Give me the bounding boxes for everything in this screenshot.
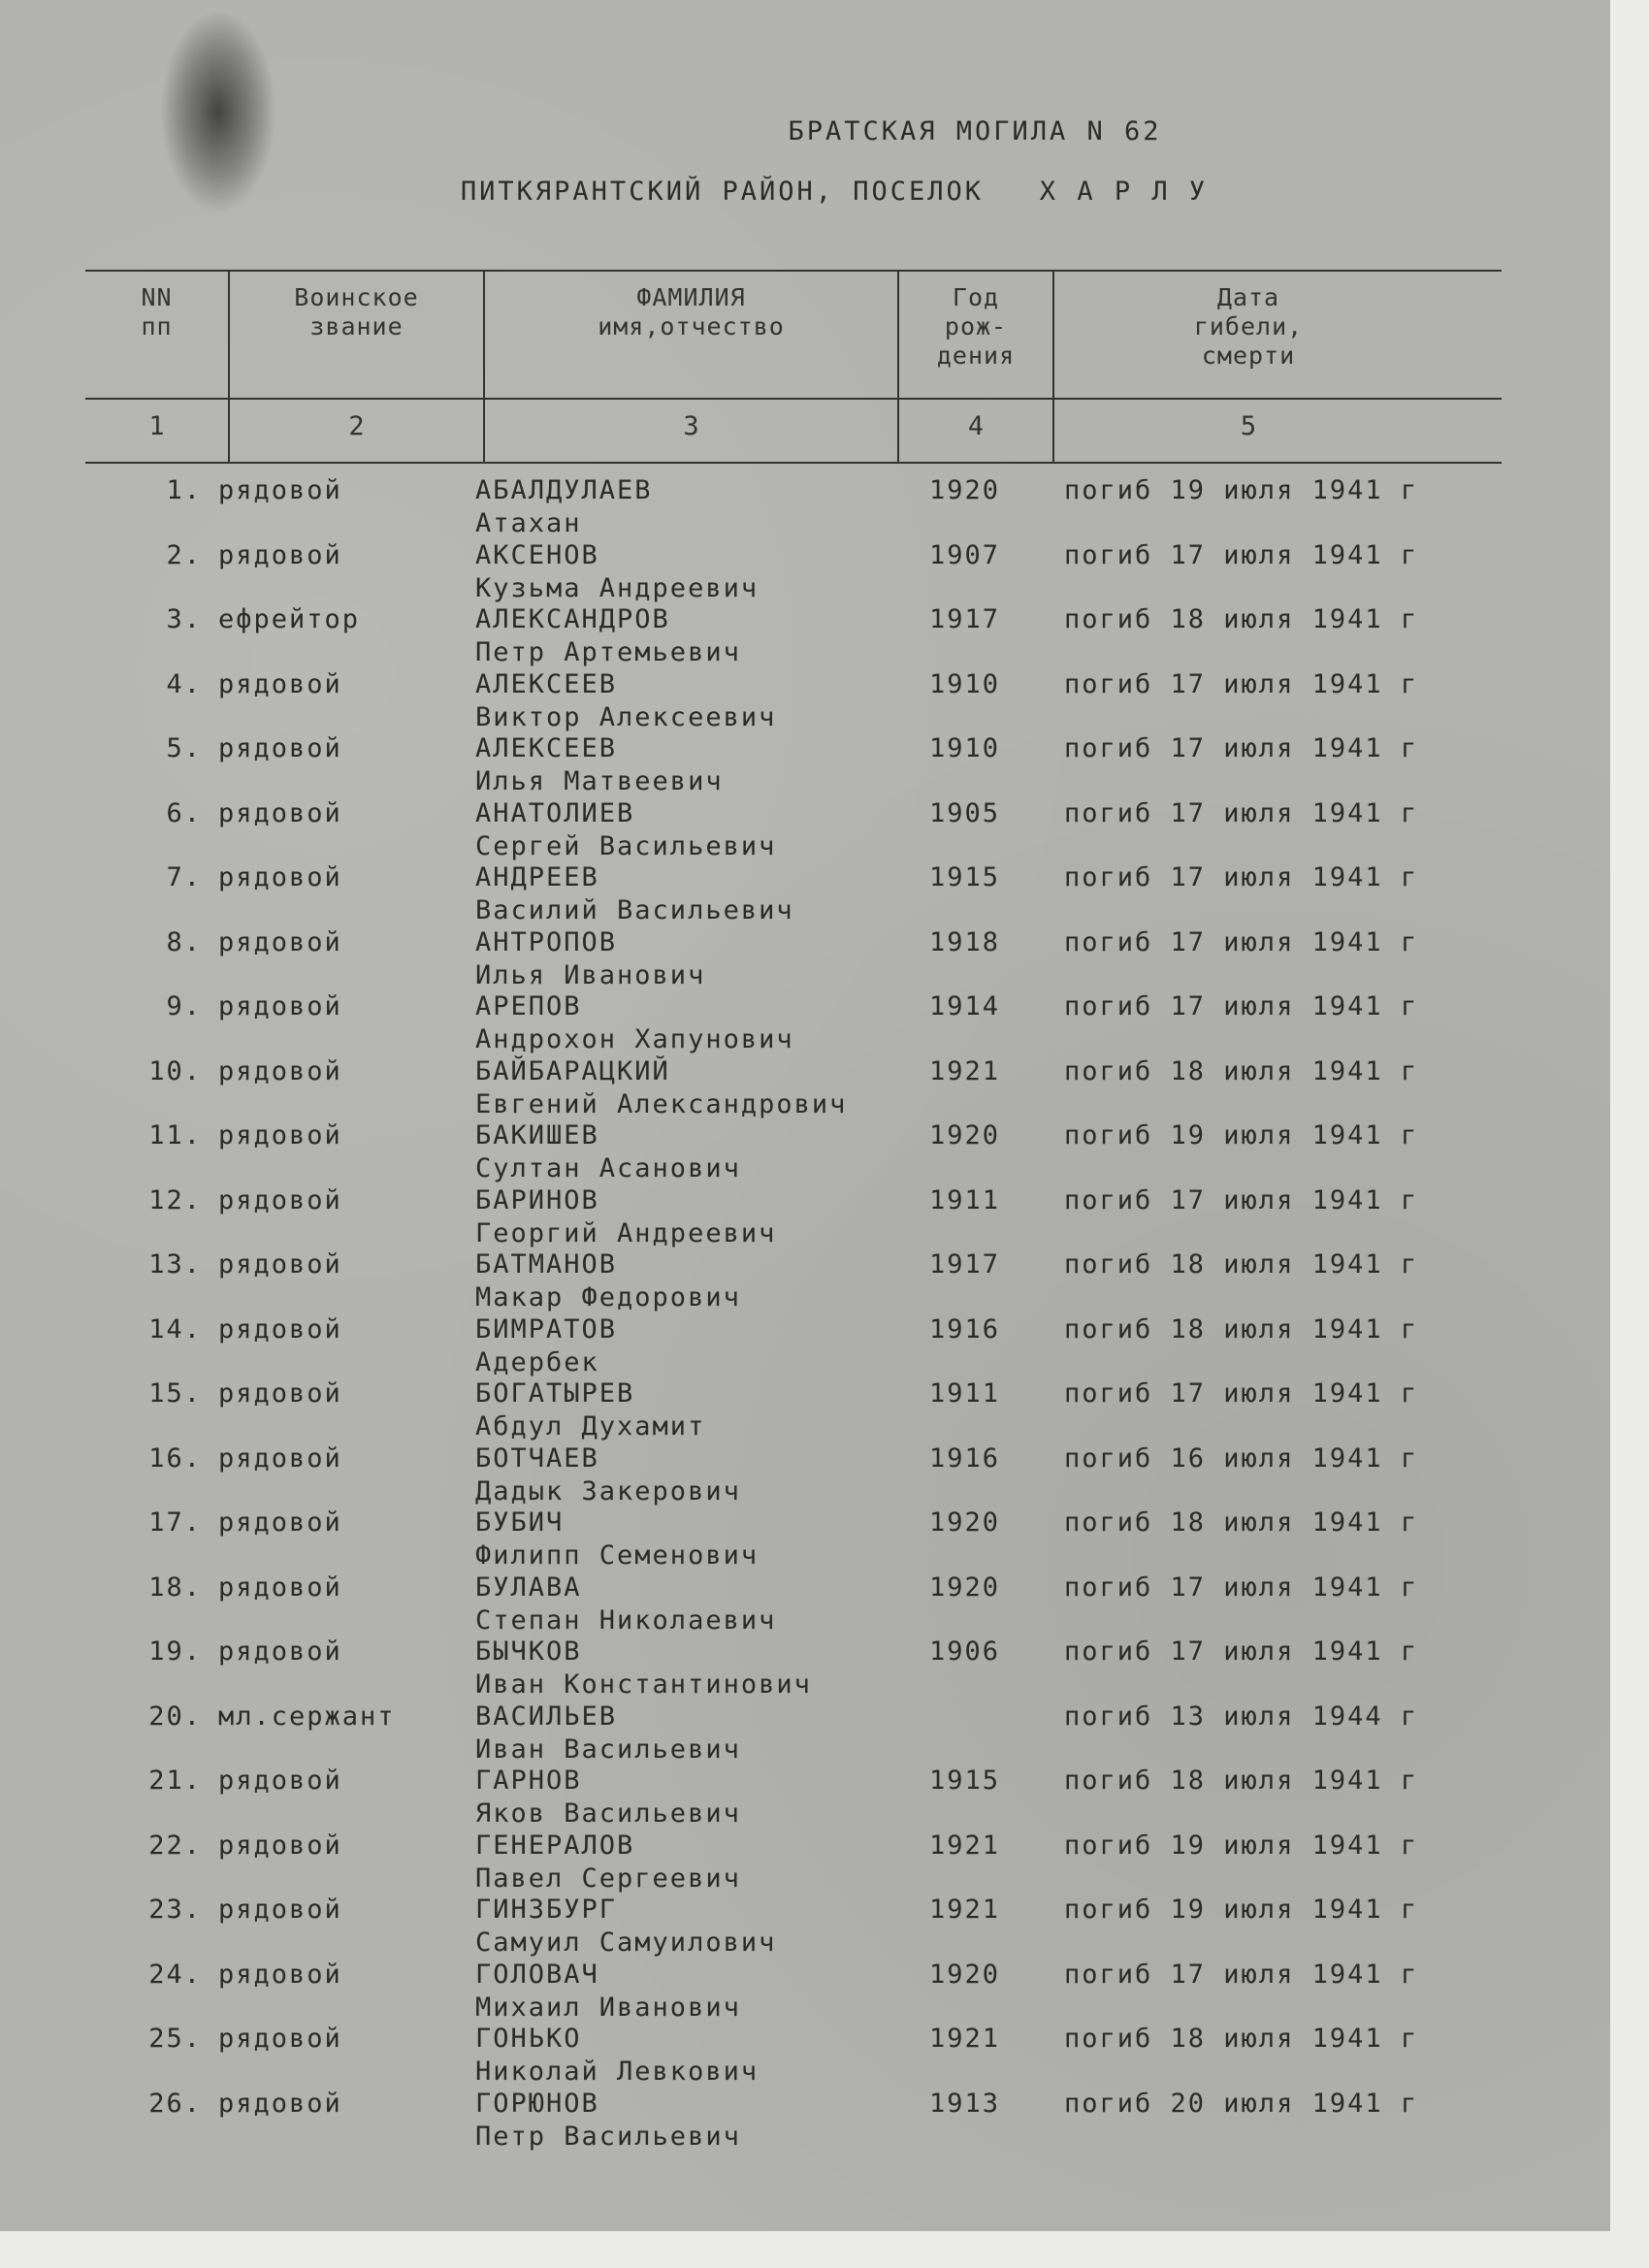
given-names: Виктор Алексеевич (475, 701, 777, 732)
surname: АЛЕКСАНДРОВ (475, 604, 670, 634)
surname: БАКИШЕВ (475, 1120, 599, 1150)
row-number: 14. (148, 1313, 202, 1345)
surname: АНДРЕЕВ (475, 862, 599, 892)
row-number: 10. (148, 1055, 202, 1086)
row-number: 17. (148, 1507, 202, 1538)
military-rank: рядовой (218, 2088, 342, 2119)
table-row (0, 2089, 1610, 2217)
given-names: Макар Федорович (475, 1282, 741, 1312)
birth-year: 1917 (929, 604, 1001, 634)
military-rank: рядовой (218, 1442, 342, 1474)
row-number: 12. (148, 1184, 202, 1215)
birth-year: 1920 (929, 1507, 1001, 1538)
death-date: погиб 13 июля 1944 г (1064, 1701, 1419, 1732)
row-number: 20. (148, 1701, 202, 1732)
given-names: Самуил Самуилович (475, 1928, 777, 1958)
death-date: погиб 18 июля 1941 г (1064, 2024, 1419, 2054)
row-number: 19. (148, 1636, 202, 1667)
column-number-3: 3 (683, 411, 699, 441)
military-rank: мл.сержант (218, 1701, 396, 1732)
surname: АНАТОЛИЕВ (475, 797, 635, 828)
given-names: Султан Асанович (475, 1153, 741, 1183)
column-number-2: 2 (348, 411, 365, 441)
surname: БУБИЧ (475, 1507, 565, 1538)
military-rank: рядовой (218, 668, 342, 699)
given-names: Петр Артемьевич (475, 637, 741, 667)
death-date: погиб 17 июля 1941 г (1064, 1571, 1419, 1603)
column-number-5: 5 (1240, 411, 1257, 441)
military-rank: рядовой (218, 733, 342, 763)
row-number: 5. (166, 733, 202, 763)
table-top-rule (85, 270, 1502, 272)
birth-year: 1905 (929, 797, 1001, 828)
military-rank: рядовой (218, 1959, 342, 1990)
row-number: 22. (148, 1830, 202, 1861)
death-date: погиб 19 июля 1941 г (1064, 1120, 1419, 1150)
death-date: погиб 17 июля 1941 г (1064, 1636, 1419, 1667)
header-death-date: Дата гибели, смерти (1193, 283, 1304, 370)
surname: АНТРОПОВ (475, 926, 618, 957)
death-date: погиб 19 июля 1941 г (1064, 1895, 1419, 1925)
row-number: 13. (148, 1249, 202, 1280)
military-rank: рядовой (218, 1507, 342, 1538)
death-date: погиб 18 июля 1941 г (1064, 1055, 1419, 1086)
given-names: Дадык Закерович (475, 1475, 741, 1507)
military-rank: рядовой (218, 539, 342, 570)
surname: ВАСИЛЬЕВ (475, 1701, 618, 1732)
death-date: погиб 17 июля 1941 г (1064, 1184, 1419, 1215)
given-names: Иван Константинович (475, 1669, 812, 1700)
military-rank: рядовой (218, 797, 342, 828)
given-names: Николай Левкович (475, 2057, 760, 2087)
row-number: 24. (148, 1959, 202, 1990)
death-date: погиб 17 июля 1941 г (1064, 926, 1419, 957)
birth-year: 1918 (929, 926, 1001, 957)
row-number: 2. (166, 539, 202, 570)
birth-year: 1913 (929, 2088, 1001, 2119)
death-date: погиб 18 июля 1941 г (1064, 604, 1419, 634)
military-rank: рядовой (218, 1120, 342, 1150)
death-date: погиб 19 июля 1941 г (1064, 1830, 1419, 1861)
given-names: Андрохон Хапунович (475, 1024, 794, 1054)
row-number: 1. (166, 475, 202, 505)
military-rank: рядовой (218, 862, 342, 892)
given-names: Сергей Васильевич (475, 830, 777, 861)
surname: БИМРАТОВ (475, 1313, 618, 1345)
surname: БОГАТЫРЕВ (475, 1378, 635, 1409)
military-rank: рядовой (218, 1055, 342, 1086)
row-number: 16. (148, 1442, 202, 1474)
row-number: 21. (148, 1766, 202, 1796)
birth-year: 1921 (929, 1055, 1001, 1086)
header-number: NN пп (141, 283, 173, 340)
death-date: погиб 18 июля 1941 г (1064, 1249, 1419, 1280)
page-margin-right (1610, 0, 1649, 2268)
death-date: погиб 19 июля 1941 г (1064, 475, 1419, 505)
military-rank: рядовой (218, 1313, 342, 1345)
death-date: погиб 17 июля 1941 г (1064, 1959, 1419, 1990)
death-date: погиб 18 июля 1941 г (1064, 1507, 1419, 1538)
death-date: погиб 20 июля 1941 г (1064, 2088, 1419, 2119)
military-rank: ефрейтор (218, 604, 361, 634)
given-names: Абдул Духамит (475, 1411, 706, 1442)
surname: АКСЕНОВ (475, 539, 599, 570)
birth-year: 1916 (929, 1313, 1001, 1345)
military-rank: рядовой (218, 1766, 342, 1796)
row-number: 3. (166, 604, 202, 634)
death-date: погиб 17 июля 1941 г (1064, 991, 1419, 1021)
surname: БУЛАВА (475, 1571, 582, 1603)
surname: БАТМАНОВ (475, 1249, 618, 1280)
column-number-1: 1 (148, 411, 165, 441)
death-date: погиб 17 июля 1941 г (1064, 539, 1419, 570)
row-number: 15. (148, 1378, 202, 1409)
birth-year: 1915 (929, 862, 1001, 892)
military-rank: рядовой (218, 926, 342, 957)
death-date: погиб 17 июля 1941 г (1064, 1378, 1419, 1409)
row-number: 6. (166, 797, 202, 828)
military-rank: рядовой (218, 1249, 342, 1280)
birth-year: 1920 (929, 1571, 1001, 1603)
given-names: Атахан (475, 508, 582, 538)
military-rank: рядовой (218, 1184, 342, 1215)
given-names: Павел Сергеевич (475, 1863, 741, 1894)
birth-year: 1914 (929, 991, 1001, 1021)
surname: АРЕПОВ (475, 991, 582, 1021)
birth-year: 1921 (929, 2024, 1001, 2054)
row-number: 26. (148, 2088, 202, 2119)
given-names: Евгений Александрович (475, 1088, 848, 1119)
birth-year: 1916 (929, 1442, 1001, 1474)
death-date: погиб 17 июля 1941 г (1064, 668, 1419, 699)
death-date: погиб 18 июля 1941 г (1064, 1766, 1419, 1796)
birth-year: 1910 (929, 733, 1001, 763)
birth-year: 1911 (929, 1378, 1001, 1409)
document-title: БРАТСКАЯ МОГИЛА N 62 (788, 116, 1162, 146)
military-rank: рядовой (218, 1895, 342, 1925)
birth-year: 1910 (929, 668, 1001, 699)
given-names: Илья Матвеевич (475, 766, 724, 796)
death-date: погиб 17 июля 1941 г (1064, 862, 1419, 892)
row-number: 18. (148, 1571, 202, 1603)
surname: АБАЛДУЛАЕВ (475, 475, 653, 505)
military-rank: рядовой (218, 475, 342, 505)
birth-year: 1915 (929, 1766, 1001, 1796)
surname: ГЕНЕРАЛОВ (475, 1830, 635, 1861)
surname: АЛЕКСЕЕВ (475, 733, 618, 763)
header-name: ФАМИЛИЯ имя,отчество (598, 283, 785, 340)
row-number: 11. (148, 1120, 202, 1150)
given-names: Михаил Иванович (475, 1992, 741, 2023)
given-names: Кузьма Андреевич (475, 572, 760, 603)
document-subtitle: ПИТКЯРАНТСКИЙ РАЙОН, ПОСЕЛОК Х А Р Л У (460, 177, 1209, 207)
surname: АЛЕКСЕЕВ (475, 668, 618, 699)
military-rank: рядовой (218, 1571, 342, 1603)
given-names: Иван Васильевич (475, 1733, 741, 1765)
row-number: 9. (166, 991, 202, 1021)
death-date: погиб 17 июля 1941 г (1064, 733, 1419, 763)
birth-year: 1921 (929, 1895, 1001, 1925)
header-rank: Воинское звание (294, 283, 419, 340)
row-number: 8. (166, 926, 202, 957)
death-date: погиб 18 июля 1941 г (1064, 1313, 1419, 1345)
surname: БАЙБАРАЦКИЙ (475, 1055, 670, 1086)
table-numbers-rule (85, 462, 1502, 464)
given-names: Петр Васильевич (475, 2121, 741, 2152)
death-date: погиб 17 июля 1941 г (1064, 797, 1419, 828)
given-names: Степан Николаевич (475, 1604, 777, 1636)
surname: ГАРНОВ (475, 1766, 582, 1796)
birth-year: 1920 (929, 475, 1001, 505)
given-names: Яков Васильевич (475, 1798, 741, 1829)
surname: ГОЛОВАЧ (475, 1959, 599, 1990)
birth-year: 1911 (929, 1184, 1001, 1215)
birth-year: 1920 (929, 1120, 1001, 1150)
given-names: Филипп Семенович (475, 1540, 760, 1571)
birth-year: 1921 (929, 1830, 1001, 1861)
row-number: 23. (148, 1895, 202, 1925)
row-number: 7. (166, 862, 202, 892)
given-names: Георгий Андреевич (475, 1217, 777, 1248)
surname: ГИНЗБУРГ (475, 1895, 618, 1925)
surname: ГОНЬКО (475, 2024, 582, 2054)
row-number: 4. (166, 668, 202, 699)
surname: БЫЧКОВ (475, 1636, 582, 1667)
header-birth-year: Год рож- дения (936, 283, 1016, 370)
given-names: Адербек (475, 1346, 599, 1377)
row-number: 25. (148, 2024, 202, 2054)
birth-year: 1907 (929, 539, 1001, 570)
given-names: Василий Васильевич (475, 895, 794, 925)
military-rank: рядовой (218, 991, 342, 1021)
surname: БАРИНОВ (475, 1184, 599, 1215)
surname: ГОРЮНОВ (475, 2088, 599, 2119)
death-date: погиб 16 июля 1941 г (1064, 1442, 1419, 1474)
birth-year: 1917 (929, 1249, 1001, 1280)
column-number-4: 4 (967, 411, 985, 441)
surname: БОТЧАЕВ (475, 1442, 599, 1474)
military-rank: рядовой (218, 1378, 342, 1409)
birth-year: 1906 (929, 1636, 1001, 1667)
birth-year: 1920 (929, 1959, 1001, 1990)
table-header-rule (85, 398, 1502, 400)
military-rank: рядовой (218, 1830, 342, 1861)
page-margin-bottom (0, 2231, 1649, 2268)
military-rank: рядовой (218, 2024, 342, 2054)
military-rank: рядовой (218, 1636, 342, 1667)
given-names: Илья Иванович (475, 959, 706, 990)
